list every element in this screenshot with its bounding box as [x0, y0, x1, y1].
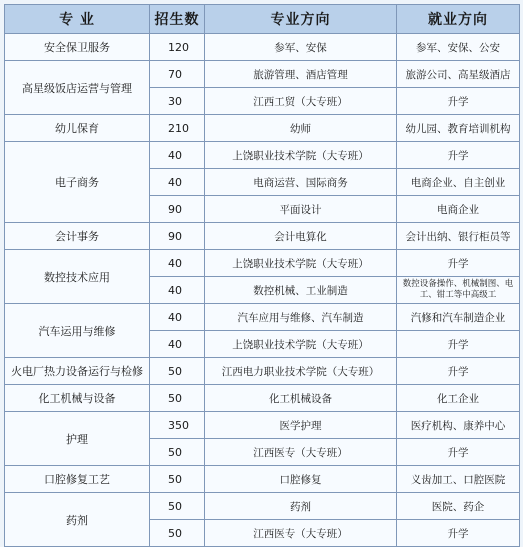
table-row	[5, 385, 520, 412]
table-row	[5, 412, 520, 439]
header-row	[5, 5, 520, 34]
table-row	[5, 142, 520, 169]
enrollment-cell: 90	[150, 223, 205, 250]
direction-cell: 江西工贸（大专班）	[205, 88, 397, 115]
enrollment-cell: 70	[150, 61, 205, 88]
direction-cell: 药剂	[205, 493, 397, 520]
employment-cell: 医院、药企	[397, 493, 520, 520]
employment-cell: 升学	[397, 358, 520, 385]
table-row	[5, 358, 520, 385]
enrollment-cell: 50	[150, 466, 205, 493]
enrollment-cell: 50	[150, 439, 205, 466]
major-cell: 火电厂热力设备运行与检修	[5, 358, 150, 385]
major-cell: 口腔修复工艺	[5, 466, 150, 493]
employment-cell: 升学	[397, 520, 520, 547]
direction-cell: 江西医专（大专班）	[205, 439, 397, 466]
major-cell: 电子商务	[5, 142, 150, 223]
major-cell: 护理	[5, 412, 150, 466]
enrollment-cell: 50	[150, 358, 205, 385]
direction-cell: 数控机械、工业制造	[205, 277, 397, 304]
employment-cell: 升学	[397, 88, 520, 115]
header-employment: 就业方向	[397, 5, 520, 34]
table-row	[5, 304, 520, 331]
enrollment-cell: 40	[150, 169, 205, 196]
table-row	[5, 61, 520, 88]
enrollment-cell: 90	[150, 196, 205, 223]
table-row	[5, 250, 520, 277]
enrollment-cell: 40	[150, 250, 205, 277]
enrollment-cell: 40	[150, 331, 205, 358]
header-enrollment: 招生数	[150, 5, 205, 34]
direction-cell: 旅游管理、酒店管理	[205, 61, 397, 88]
employment-cell: 升学	[397, 439, 520, 466]
enrollment-cell: 120	[150, 34, 205, 61]
direction-cell: 江西医专（大专班）	[205, 520, 397, 547]
employment-cell: 数控设备操作、机械制图、电工、钳工等中高级工	[397, 277, 520, 304]
employment-cell: 电商企业	[397, 196, 520, 223]
direction-cell: 平面设计	[205, 196, 397, 223]
employment-cell: 义齿加工、口腔医院	[397, 466, 520, 493]
direction-cell: 电商运营、国际商务	[205, 169, 397, 196]
employment-cell: 医疗机构、康养中心	[397, 412, 520, 439]
direction-cell: 幼师	[205, 115, 397, 142]
header-direction: 专业方向	[205, 5, 397, 34]
employment-cell: 幼儿园、教育培训机构	[397, 115, 520, 142]
enrollment-cell: 210	[150, 115, 205, 142]
direction-cell: 会计电算化	[205, 223, 397, 250]
direction-cell: 上饶职业技术学院（大专班）	[205, 142, 397, 169]
enrollment-cell: 40	[150, 304, 205, 331]
major-cell: 幼儿保育	[5, 115, 150, 142]
table-body	[5, 34, 520, 547]
major-cell: 药剂	[5, 493, 150, 547]
direction-cell: 江西电力职业技术学院（大专班）	[205, 358, 397, 385]
enrollment-cell: 40	[150, 277, 205, 304]
employment-cell: 参军、安保、公安	[397, 34, 520, 61]
enrollment-cell: 40	[150, 142, 205, 169]
direction-cell: 参军、安保	[205, 34, 397, 61]
enrollment-cell: 50	[150, 493, 205, 520]
enrollment-cell: 350	[150, 412, 205, 439]
direction-cell: 医学护理	[205, 412, 397, 439]
major-cell: 数控技术应用	[5, 250, 150, 304]
major-cell: 安全保卫服务	[5, 34, 150, 61]
enrollment-cell: 50	[150, 520, 205, 547]
table-row	[5, 466, 520, 493]
major-cell: 会计事务	[5, 223, 150, 250]
employment-cell: 化工企业	[397, 385, 520, 412]
table-row	[5, 115, 520, 142]
employment-cell: 汽修和汽车制造企业	[397, 304, 520, 331]
header-major: 专 业	[5, 5, 150, 34]
employment-cell: 升学	[397, 142, 520, 169]
direction-cell: 汽车应用与维修、汽车制造	[205, 304, 397, 331]
table-row	[5, 223, 520, 250]
employment-cell: 旅游公司、高星级酒店	[397, 61, 520, 88]
enrollment-cell: 50	[150, 385, 205, 412]
major-cell: 化工机械与设备	[5, 385, 150, 412]
employment-cell: 会计出纳、银行柜员等	[397, 223, 520, 250]
direction-cell: 上饶职业技术学院（大专班）	[205, 331, 397, 358]
direction-cell: 上饶职业技术学院（大专班）	[205, 250, 397, 277]
table-row	[5, 493, 520, 520]
employment-cell: 升学	[397, 250, 520, 277]
table-row	[5, 34, 520, 61]
enrollment-table	[4, 4, 520, 547]
major-cell: 高星级饭店运营与管理	[5, 61, 150, 115]
employment-cell: 电商企业、自主创业	[397, 169, 520, 196]
direction-cell: 口腔修复	[205, 466, 397, 493]
enrollment-cell: 30	[150, 88, 205, 115]
direction-cell: 化工机械设备	[205, 385, 397, 412]
major-cell: 汽车运用与维修	[5, 304, 150, 358]
enrollment-table-container	[4, 4, 520, 547]
employment-cell: 升学	[397, 331, 520, 358]
